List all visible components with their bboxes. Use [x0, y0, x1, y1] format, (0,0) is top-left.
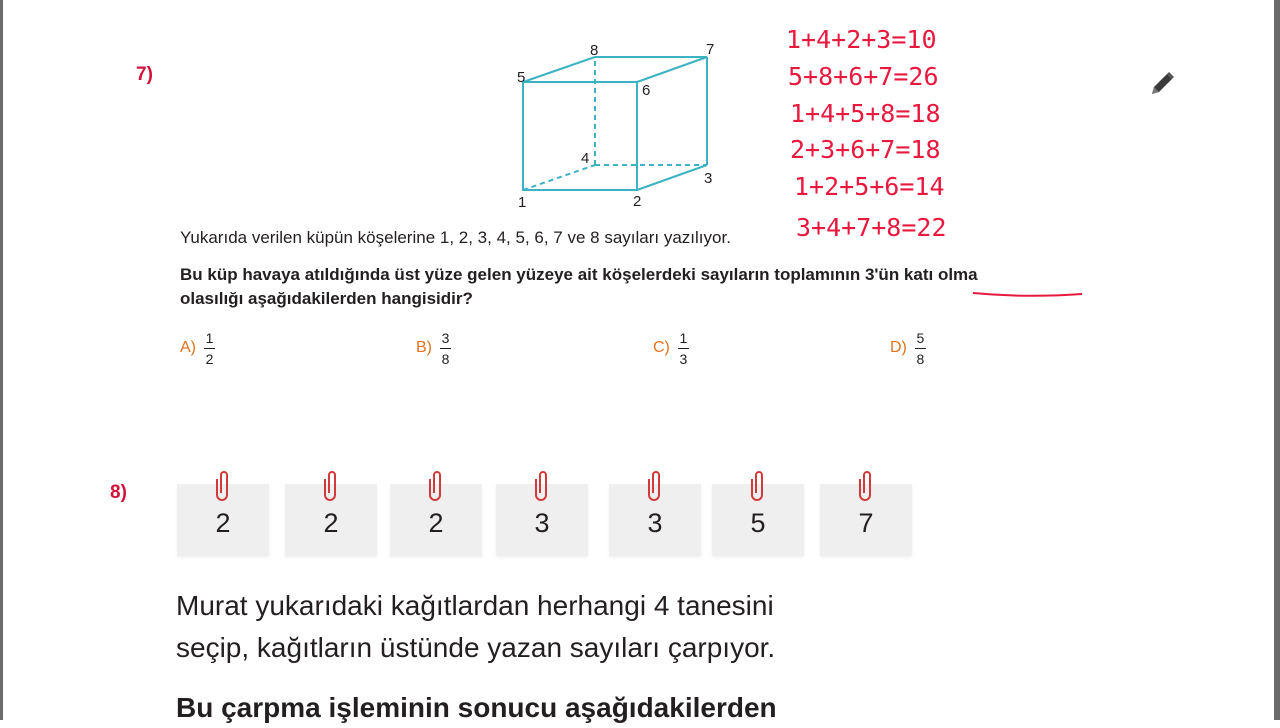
choice-c-label: C)	[653, 339, 670, 356]
choice-a-label: A)	[180, 339, 196, 356]
paperclip-icon	[323, 469, 337, 501]
cube-diagram	[500, 35, 730, 215]
question-7-number: 7)	[136, 64, 153, 85]
cube-vertex-6: 6	[642, 82, 651, 99]
paper-card	[390, 484, 482, 556]
handwritten-sum-1: 1+4+2+3=10	[786, 25, 937, 54]
cube-vertex-2: 2	[633, 193, 642, 210]
handwritten-sum-6: 3+4+7+8=22	[796, 213, 947, 242]
cube-vertex-5: 5	[517, 69, 526, 86]
paper-card	[285, 484, 377, 556]
choice-c[interactable]	[653, 327, 689, 369]
choice-d-label: D)	[890, 339, 907, 356]
question-8-number: 8)	[110, 482, 127, 503]
paper-card	[712, 484, 804, 556]
cube-vertex-4: 4	[581, 150, 590, 167]
cube-vertex-7: 7	[706, 41, 715, 58]
handwritten-sum-3: 1+4+5+8=18	[790, 99, 941, 128]
cube-vertex-8: 8	[590, 42, 599, 59]
cube-vertex-1: 1	[518, 194, 527, 211]
question-7-stem: Yukarıda verilen küpün köşelerine 1, 2, 3, 4, 5, 6, 7 ve 8 sayıları yazılıyor.	[180, 228, 731, 247]
choice-a-denominator: 2	[205, 350, 214, 367]
card-number: 2	[323, 508, 339, 538]
paperclip-icon	[750, 469, 764, 501]
question-8-text-line-3: Bu çarpma işleminin sonucu aşağıdakilerden	[176, 692, 777, 723]
choice-b-denominator: 8	[441, 350, 450, 367]
choice-d-numerator: 5	[916, 329, 925, 346]
right-window-edge	[1274, 0, 1280, 720]
handwritten-sum-2: 5+8+6+7=26	[788, 62, 939, 91]
paperclip-icon	[534, 469, 548, 501]
choice-b-label: B)	[416, 339, 432, 356]
card-number: 2	[215, 508, 231, 538]
choice-b-fraction	[440, 330, 451, 367]
paper-card	[820, 484, 912, 556]
choice-c-numerator: 1	[679, 329, 688, 346]
handwritten-sums	[780, 20, 1040, 250]
paperclip-icon	[215, 469, 229, 501]
card-number: 2	[428, 508, 444, 538]
left-window-edge	[0, 0, 3, 720]
handwritten-sum-4: 2+3+6+7=18	[790, 135, 941, 164]
paper-card	[496, 484, 588, 556]
paperclip-icon	[858, 469, 872, 501]
choice-a-numerator: 1	[205, 329, 214, 346]
card-number: 3	[647, 508, 663, 538]
choice-b[interactable]	[416, 327, 451, 369]
handwritten-sum-5: 1+2+5+6=14	[794, 172, 945, 201]
card-number: 5	[750, 508, 766, 538]
paperclip-icon	[647, 469, 661, 501]
question-7-text-line-2: olasılığı aşağıdakilerden hangisidir?	[180, 289, 473, 308]
choice-b-numerator: 3	[441, 329, 450, 346]
question-8-text-line-1: Murat yukarıdaki kağıtlardan herhangi 4 tanesini	[176, 590, 774, 621]
choice-a-fraction	[204, 330, 215, 367]
card-number: 3	[534, 508, 550, 538]
paper-card	[177, 484, 269, 556]
handwritten-underline	[971, 290, 1084, 298]
choice-c-fraction	[678, 330, 689, 367]
question-8-text-line-2: seçip, kağıtların üstünde yazan sayıları çarpıyor.	[176, 632, 776, 663]
choice-d[interactable]	[890, 327, 926, 369]
cube-vertex-3: 3	[704, 170, 713, 187]
card-number: 7	[858, 508, 874, 538]
choice-d-denominator: 8	[916, 350, 925, 367]
paper-card	[609, 484, 701, 556]
choice-a[interactable]	[180, 327, 215, 369]
choice-d-fraction	[915, 330, 926, 367]
paperclip-icon	[428, 469, 442, 501]
pencil-icon[interactable]	[1148, 70, 1176, 98]
choice-c-denominator: 3	[679, 350, 688, 367]
question-7-text-line-1: Bu küp havaya atıldığında üst yüze gelen yüzeye ait köşelerdeki sayıların toplamının 3'ün katı olma	[180, 265, 978, 284]
